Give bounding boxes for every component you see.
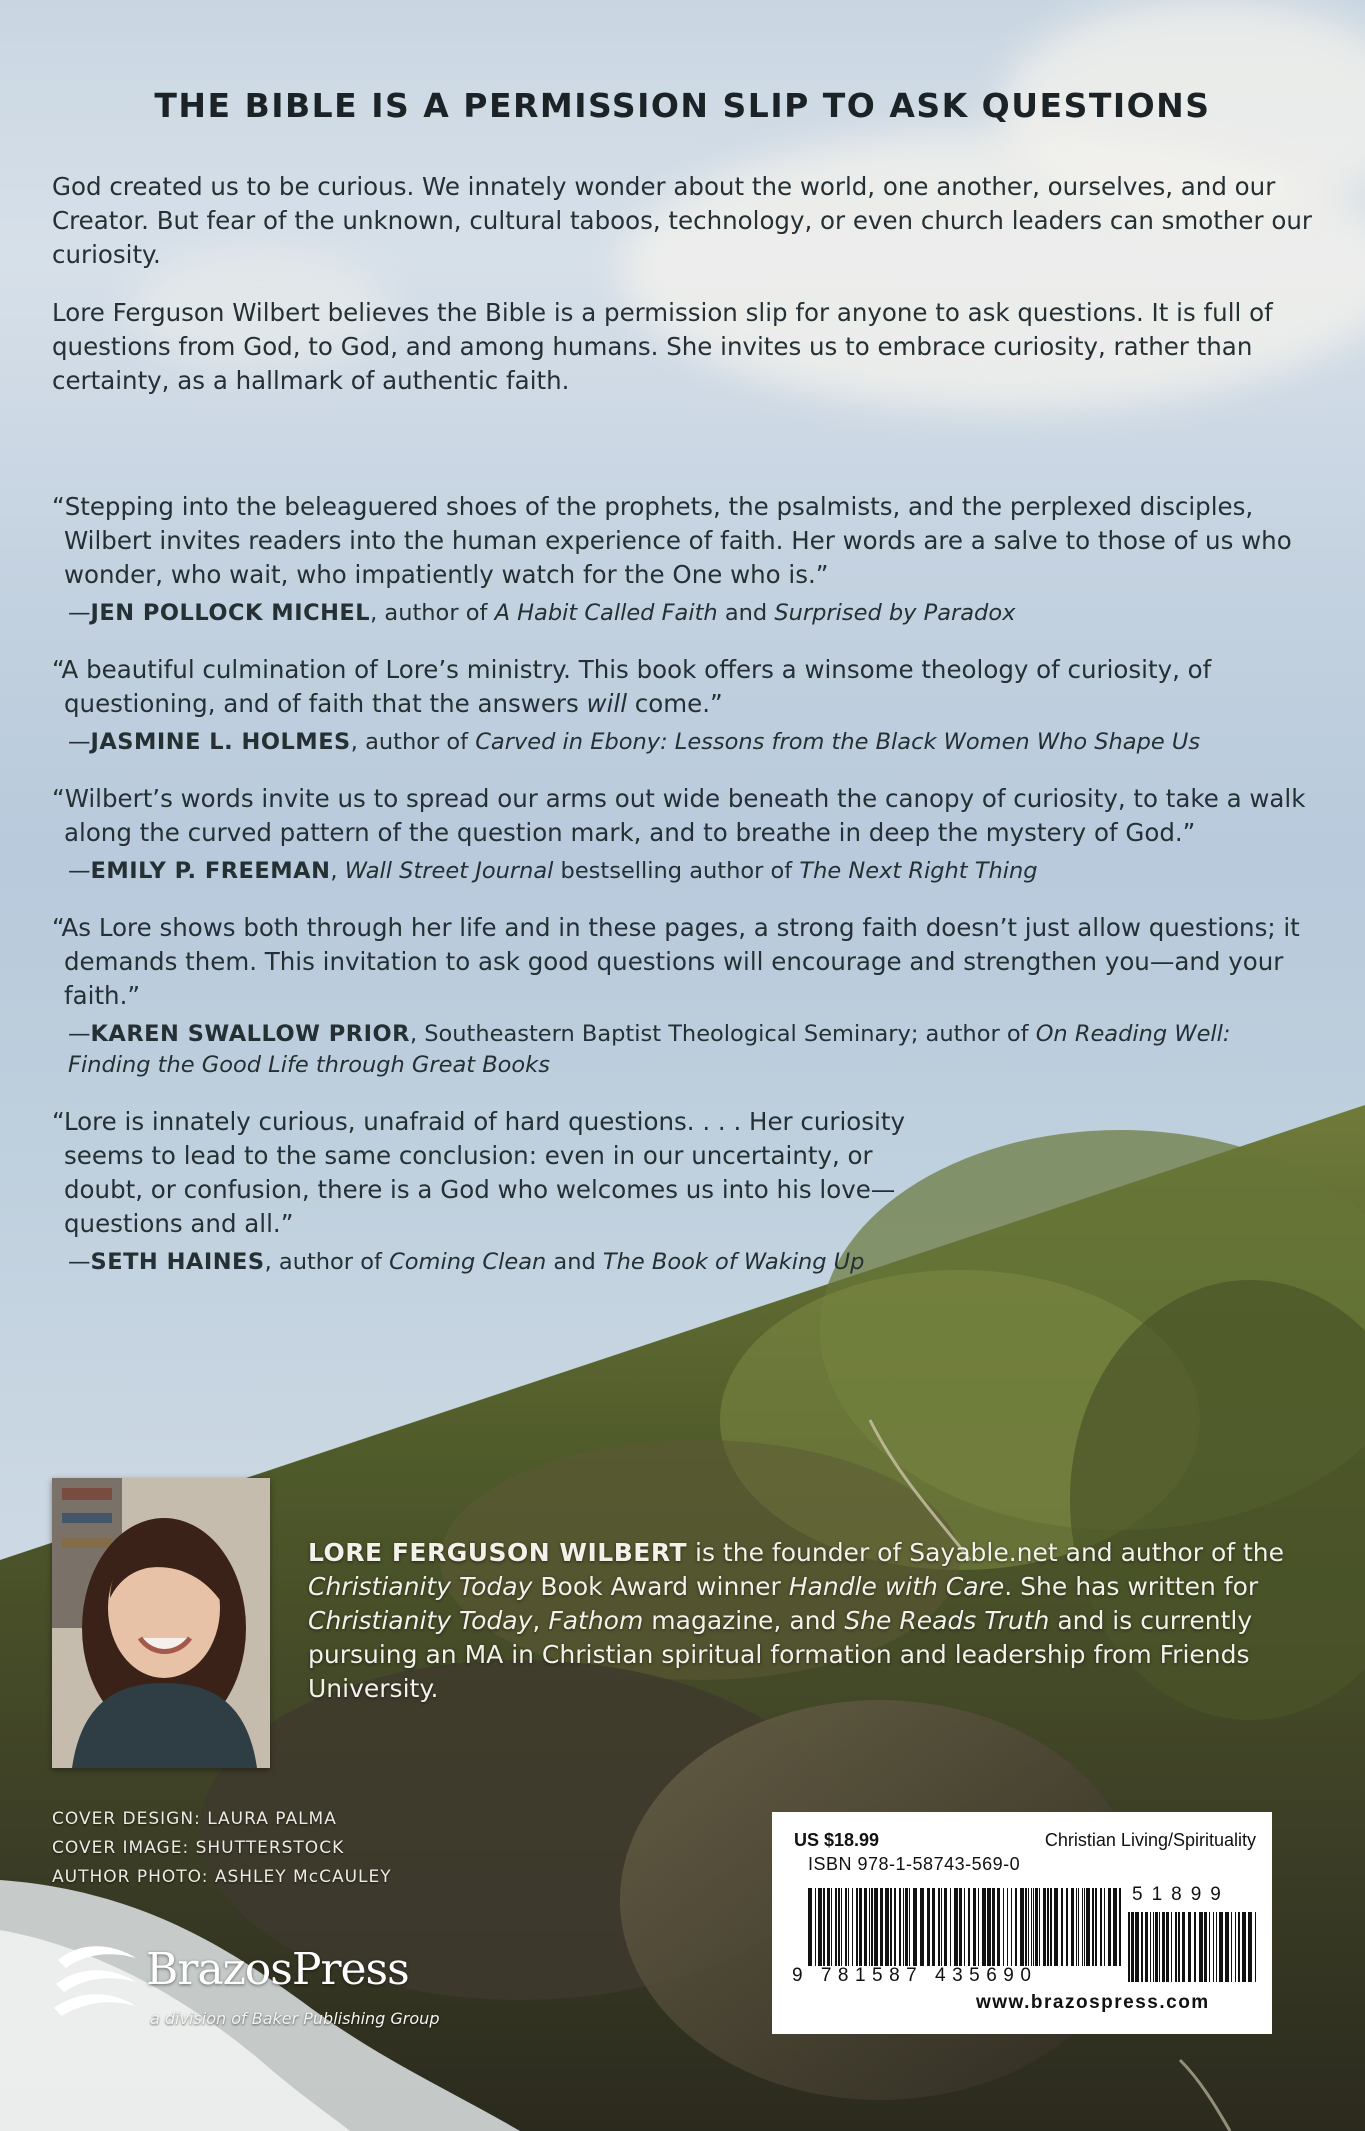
barcode-bar: [852, 1888, 853, 1966]
author-bio: [308, 1536, 1308, 1706]
barcode-bar: [1216, 1912, 1217, 1982]
publisher-division: a division of Baker Publishing Group: [150, 2009, 440, 2028]
barcode-bar: [845, 1888, 847, 1966]
endorsement: [52, 782, 1313, 887]
barcode-bar: [1131, 1912, 1134, 1982]
barcode-bar: [899, 1888, 901, 1966]
barcode-bar: [1003, 1888, 1004, 1966]
barcode-bar: [978, 1888, 979, 1966]
endorsement-attribution: [68, 727, 1313, 758]
endorsement-quote: “Lore is innately curious, unafraid of hard questions. . . . Her curiosity seems to lead to the same conclusion: even in our uncertainty, or doubt, or confusion, there is a God who welcomes us into his love—questions and all.”: [52, 1107, 905, 1238]
barcode-bar: [1159, 1912, 1160, 1982]
publisher-url: www.brazospress.com: [976, 1992, 1210, 2013]
barcode-bar: [1235, 1912, 1236, 1982]
publisher-logo: [52, 1932, 482, 2042]
barcode-bar: [1007, 1888, 1008, 1966]
barcode-bar: [1188, 1912, 1191, 1982]
bio-text: Book Award winner: [532, 1572, 789, 1601]
barcode-bar: [1076, 1888, 1077, 1966]
intro-copy: [52, 170, 1313, 422]
endorsement-quote: “Wilbert’s words invite us to spread our arms out wide beneath the canopy of curiosity, to take a walk along the curved pattern of the question mark, and to breathe in deep the mystery of God.”: [52, 784, 1306, 847]
barcode-bar: [964, 1888, 965, 1966]
barcode-bar: [1175, 1912, 1177, 1982]
barcode-bar: [1061, 1888, 1063, 1966]
barcode-bar: [838, 1888, 840, 1966]
barcode-bar: [841, 1888, 842, 1966]
intro-paragraph: Lore Ferguson Wilbert believes the Bible is a permission slip for anyone to ask questions. It is full of questions from God, to God, and among humans. She invites us to embrace curiosity, rather than certainty, as a hallmark of authentic faith.: [52, 298, 1273, 395]
barcode-bar: [1194, 1912, 1196, 1982]
barcode-bar: [1178, 1912, 1180, 1982]
attribution-text: , author of: [264, 1249, 390, 1275]
publication-title: She Reads Truth: [844, 1606, 1050, 1635]
barcode-bar: [890, 1888, 892, 1966]
endorsement: [52, 1105, 952, 1278]
endorser-name: SETH HAINES: [90, 1249, 265, 1275]
barcode-bar: [1104, 1888, 1105, 1966]
barcode-bar: [944, 1888, 947, 1966]
publisher-name: BrazosPress: [146, 1944, 409, 1995]
barcode-bar: [827, 1888, 830, 1966]
dash: —: [68, 1021, 91, 1047]
dash: —: [68, 1249, 91, 1275]
barcode-box: [772, 1812, 1272, 2034]
endorser-name: KAREN SWALLOW PRIOR: [90, 1021, 410, 1047]
barcode-bar: [1028, 1888, 1029, 1966]
attribution-text: , author of: [370, 600, 495, 626]
credit-cover-image: COVER IMAGE: SHUTTERSTOCK: [52, 1838, 345, 1858]
barcode-bar: [987, 1888, 991, 1966]
endorsement: [52, 490, 1313, 629]
dash: —: [68, 729, 91, 755]
barcode-bar: [1135, 1912, 1139, 1982]
barcode-bar: [1219, 1912, 1223, 1982]
bio-text: magazine, and: [643, 1606, 845, 1635]
barcode-bar: [1255, 1912, 1256, 1982]
barcode-bar: [1113, 1888, 1117, 1966]
book-title: Coming Clean: [389, 1249, 547, 1275]
barcode-bar: [1039, 1888, 1040, 1966]
dash: —: [68, 600, 91, 626]
endorser-name: EMILY P. FREEMAN: [90, 858, 331, 884]
barcode-bar: [1092, 1888, 1094, 1966]
bio-text: is the founder of Sayable.net and author of the: [687, 1538, 1285, 1567]
barcode-bar: [959, 1888, 962, 1966]
barcode-bar: [815, 1888, 816, 1966]
barcode-bar: [1166, 1912, 1169, 1982]
barcode-bar: [1043, 1888, 1046, 1966]
barcode-bar: [920, 1888, 924, 1966]
price-supplement-digits: 51899: [1132, 1884, 1230, 1905]
cover-credits: [52, 1805, 392, 1892]
barcode-bar: [869, 1888, 870, 1966]
barcode-bar: [1238, 1912, 1240, 1982]
endorsement-attribution: [68, 598, 1313, 629]
barcode-bar: [903, 1888, 904, 1966]
barcode-bar: [950, 1888, 951, 1966]
barcode-bar: [927, 1888, 930, 1966]
book-title: The Book of Waking Up: [602, 1249, 865, 1275]
book-title: Carved in Ebony: Lessons from the Black Women Who Shape Us: [475, 729, 1201, 755]
quote-text: “A beautiful culmination of Lore’s ministry. This book offers a winsome theology of curiosity, of questioning, and of faith that the answers: [52, 655, 1212, 718]
bio-text: ,: [532, 1606, 549, 1635]
barcode-bar: [818, 1888, 822, 1966]
barcode-bar: [1086, 1888, 1090, 1966]
endorsement-quote: [52, 653, 1313, 721]
barcode-bar: [982, 1888, 986, 1966]
barcode-bar: [885, 1888, 889, 1966]
barcode-bar: [1162, 1912, 1165, 1982]
barcode-bar: [808, 1888, 812, 1966]
endorsement-attribution: [68, 1019, 1313, 1081]
barcode-bar: [835, 1888, 837, 1966]
barcode-bar: [1071, 1888, 1074, 1966]
publication-title: Christianity Today: [308, 1606, 533, 1635]
barcode-bar: [1095, 1888, 1097, 1966]
author-portrait-illustration: [52, 1478, 270, 1768]
book-title: On Reading Well: Finding the Good Life through Great Books: [68, 1021, 1231, 1078]
attribution-text: , Southeastern Baptist Theological Seminary; author of: [409, 1021, 1036, 1047]
barcode-bar: [871, 1888, 873, 1966]
category: Christian Living/Spirituality: [1044, 1830, 1256, 1850]
endorser-name: JEN POLLOCK MICHEL: [90, 600, 371, 626]
barcode-bar: [992, 1888, 995, 1966]
barcode-bar: [1031, 1888, 1032, 1966]
barcode-bar: [1054, 1888, 1058, 1966]
barcode-bar: [1084, 1888, 1085, 1966]
barcode-bar: [1020, 1888, 1024, 1966]
barcode-bar: [905, 1888, 908, 1966]
barcode-bar: [1082, 1888, 1083, 1966]
book-title: The Next Right Thing: [799, 858, 1038, 884]
author-photo: [52, 1478, 270, 1768]
barcode-bar: [913, 1888, 917, 1966]
quote-text: come.”: [627, 689, 723, 718]
barcode-bar: [909, 1888, 910, 1966]
barcode-bar: [1025, 1888, 1027, 1966]
publication-title: Christianity Today: [308, 1572, 533, 1601]
barcode-bar: [968, 1888, 970, 1966]
barcode-bar: [938, 1888, 940, 1966]
bio-text: . She has written for: [1004, 1572, 1259, 1601]
quote-emphasis: will: [586, 689, 628, 718]
book-title: A Habit Called Faith: [494, 600, 718, 626]
barcode-bar: [1213, 1912, 1214, 1982]
barcode-bar: [1155, 1912, 1158, 1982]
attribution-text: and: [546, 1249, 603, 1275]
isbn-barcode-icon: [808, 1888, 1126, 1966]
barcode-bar: [1225, 1912, 1229, 1982]
barcode-bar: [1078, 1888, 1079, 1966]
barcode-bar: [1209, 1912, 1210, 1982]
barcode-bar: [932, 1888, 935, 1966]
barcode-bar: [874, 1888, 878, 1966]
credit-author-photo: AUTHOR PHOTO: ASHLEY McCAULEY: [52, 1867, 392, 1887]
endorsement: [52, 653, 1313, 758]
barcode-bar: [1015, 1888, 1017, 1966]
barcode-bar: [1066, 1888, 1068, 1966]
barcode-bar: [1100, 1888, 1102, 1966]
publication-title: Fathom: [548, 1606, 644, 1635]
endorsement-attribution: [68, 1247, 952, 1278]
barcode-bar: [1047, 1888, 1049, 1966]
barcode-bar: [1150, 1912, 1151, 1982]
attribution-text: ,: [330, 858, 345, 884]
barcode-bar: [1011, 1888, 1012, 1966]
barcode-bar: [997, 1888, 1000, 1966]
price-barcode-icon: [1128, 1912, 1258, 1982]
brazos-wave-icon: [52, 1940, 142, 2020]
barcode-bar: [1242, 1912, 1246, 1982]
isbn: ISBN 978-1-58743-569-0: [808, 1854, 1021, 1874]
intro-paragraph: God created us to be curious. We innately wonder about the world, one another, ourselves, and our Creator. But fear of the unknown, cultural taboos, technology, or even church leaders can smother our curiosity.: [52, 172, 1312, 269]
barcode-bar: [1108, 1888, 1111, 1966]
author-name: LORE FERGUSON WILBERT: [308, 1538, 688, 1567]
endorsement-quote: “As Lore shows both through her life and in these pages, a strong faith doesn’t just allow questions; it demands them. This invitation to ask good questions will encourage and strengthen you—and your faith.”: [52, 913, 1300, 1010]
barcode-bar: [954, 1888, 958, 1966]
endorsement: [52, 911, 1313, 1081]
attribution-text: , author of: [350, 729, 476, 755]
barcode-digits: 9 781587 435690: [792, 1965, 1038, 1986]
barcode-bar: [1182, 1912, 1185, 1982]
barcode-bar: [1035, 1888, 1038, 1966]
publication-title: Wall Street Journal: [344, 858, 554, 884]
barcode-bar: [864, 1888, 867, 1966]
barcode-bar: [1248, 1912, 1252, 1982]
endorsement-quote: “Stepping into the beleaguered shoes of the prophets, the psalmists, and the perplexed disciples, Wilbert invites readers into the human experience of faith. Her words are a salve to those of us who wonder, who wait, who impatiently watch for the One who is.”: [52, 492, 1292, 589]
endorsement-attribution: [68, 856, 1313, 887]
price: US $18.99: [794, 1830, 880, 1850]
barcode-bar: [973, 1888, 976, 1966]
barcode-bar: [831, 1888, 832, 1966]
endorser-name: JASMINE L. HOLMES: [90, 729, 351, 755]
barcode-bar: [894, 1888, 896, 1966]
headline: THE BIBLE IS A PERMISSION SLIP TO ASK QUESTIONS: [154, 86, 1211, 125]
attribution-text: and: [717, 600, 775, 626]
attribution-text: bestselling author of: [553, 858, 800, 884]
credit-cover-design: COVER DESIGN: LAURA PALMA: [52, 1809, 337, 1829]
book-title: Surprised by Paradox: [774, 600, 1016, 626]
barcode-bar: [1204, 1912, 1207, 1982]
barcode-bar: [1050, 1888, 1052, 1966]
barcode-bar: [1119, 1888, 1121, 1966]
barcode-bar: [823, 1888, 825, 1966]
bio-text: and is currently pursuing an MA in Christian spiritual formation and leadership from Friends University.: [308, 1606, 1253, 1703]
barcode-bar: [1033, 1888, 1034, 1966]
book-title: Handle with Care: [788, 1572, 1005, 1601]
barcode-bar: [1171, 1912, 1172, 1982]
barcode-bar: [1128, 1912, 1130, 1982]
barcode-bar: [941, 1888, 942, 1966]
barcode-bar: [1231, 1912, 1232, 1982]
barcode-bar: [859, 1888, 862, 1966]
dash: —: [68, 858, 91, 884]
barcode-bar: [848, 1888, 849, 1966]
barcode-bar: [1153, 1912, 1154, 1982]
barcode-bar: [856, 1888, 858, 1966]
barcode-bar: [880, 1888, 883, 1966]
barcode-bar: [1141, 1912, 1143, 1982]
endorsements: [52, 490, 1313, 1302]
barcode-bar: [1199, 1912, 1203, 1982]
barcode-bar: [1145, 1912, 1148, 1982]
